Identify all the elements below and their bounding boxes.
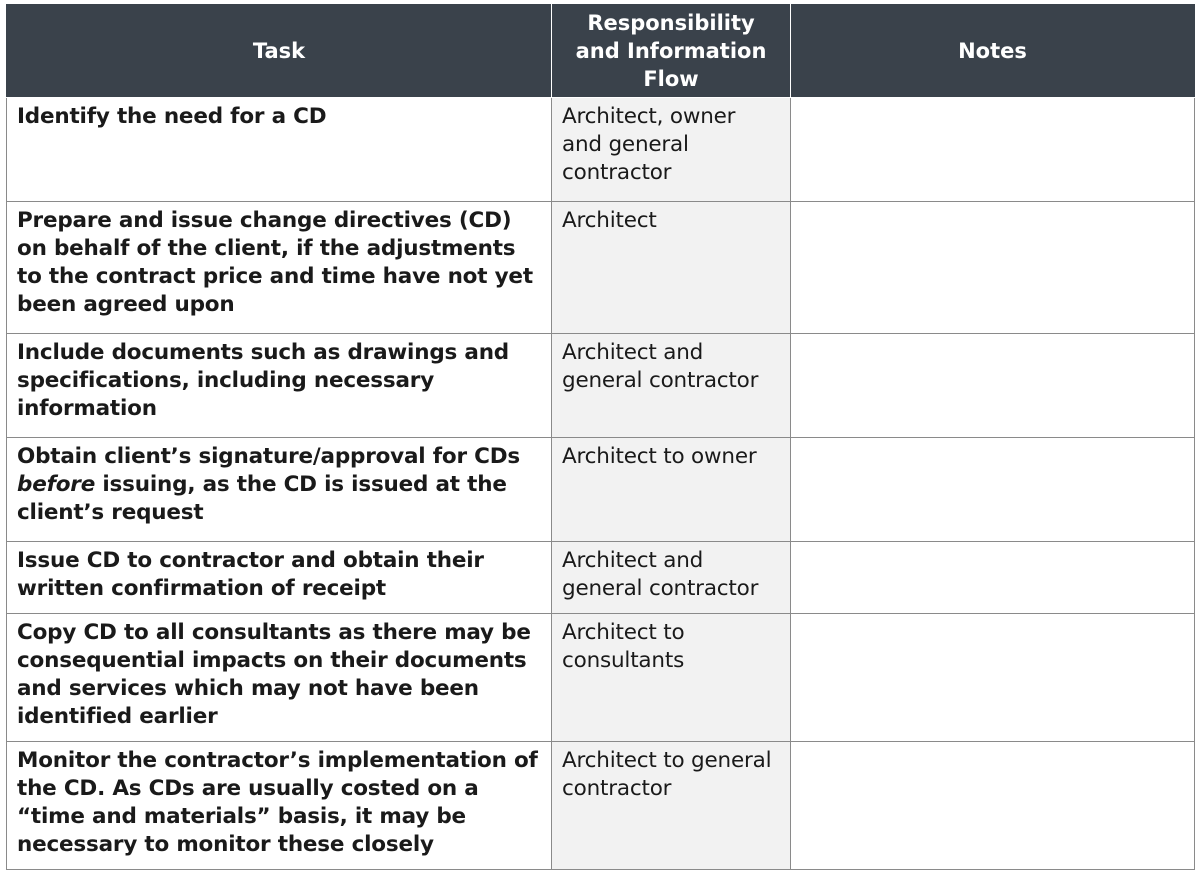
task-text: Copy CD to all consultants as there may be consequential impacts on their documents and services which may not have been identified earlier bbox=[17, 620, 531, 729]
notes-cell bbox=[791, 438, 1195, 542]
task-table bbox=[6, 4, 1195, 870]
responsibility-cell: Architect and general contractor bbox=[552, 542, 791, 614]
header-notes: Notes bbox=[791, 5, 1195, 98]
table-row bbox=[7, 334, 1195, 438]
table-body bbox=[7, 98, 1195, 870]
header-responsibility: Responsibility and Information Flow bbox=[552, 5, 791, 98]
table-row bbox=[7, 202, 1195, 334]
responsibility-cell: Architect to owner bbox=[552, 438, 791, 542]
table-row bbox=[7, 542, 1195, 614]
task-text: Issue CD to contractor and obtain their written confirmation of receipt bbox=[17, 548, 484, 601]
task-cell bbox=[7, 202, 552, 334]
task-cell bbox=[7, 98, 552, 202]
notes-cell bbox=[791, 334, 1195, 438]
task-cell bbox=[7, 742, 552, 870]
responsibility-cell: Architect to general contractor bbox=[552, 742, 791, 870]
responsibility-cell: Architect to consultants bbox=[552, 614, 791, 742]
table-header bbox=[7, 5, 1195, 98]
task-emphasis: before bbox=[17, 472, 96, 497]
header-task: Task bbox=[7, 5, 552, 98]
table-row bbox=[7, 742, 1195, 870]
notes-cell bbox=[791, 614, 1195, 742]
task-text: Prepare and issue change directives (CD) on behalf of the client, if the adjustments to the contract price and time have not yet been agreed upon bbox=[17, 208, 533, 317]
notes-cell bbox=[791, 742, 1195, 870]
table-row bbox=[7, 98, 1195, 202]
task-text: Monitor the contractor’s implementation of the CD. As CDs are usually costed on a “time and materials” basis, it may be necessary to monitor these closely bbox=[17, 748, 538, 857]
responsibility-cell: Architect, owner and general contractor bbox=[552, 98, 791, 202]
task-cell bbox=[7, 334, 552, 438]
task-cell bbox=[7, 542, 552, 614]
task-text: Obtain client’s signature/approval for CDs bbox=[17, 444, 520, 469]
task-text: Identify the need for a CD bbox=[17, 104, 327, 129]
task-text-rest: issuing, as the CD is issued at the client’s request bbox=[17, 472, 507, 525]
notes-cell bbox=[791, 202, 1195, 334]
responsibility-cell: Architect bbox=[552, 202, 791, 334]
table-row bbox=[7, 614, 1195, 742]
task-cell bbox=[7, 614, 552, 742]
notes-cell bbox=[791, 98, 1195, 202]
task-cell bbox=[7, 438, 552, 542]
header-row bbox=[7, 5, 1195, 98]
responsibility-cell: Architect and general contractor bbox=[552, 334, 791, 438]
notes-cell bbox=[791, 542, 1195, 614]
table-row bbox=[7, 438, 1195, 542]
task-text: Include documents such as drawings and specifications, including necessary information bbox=[17, 340, 509, 421]
